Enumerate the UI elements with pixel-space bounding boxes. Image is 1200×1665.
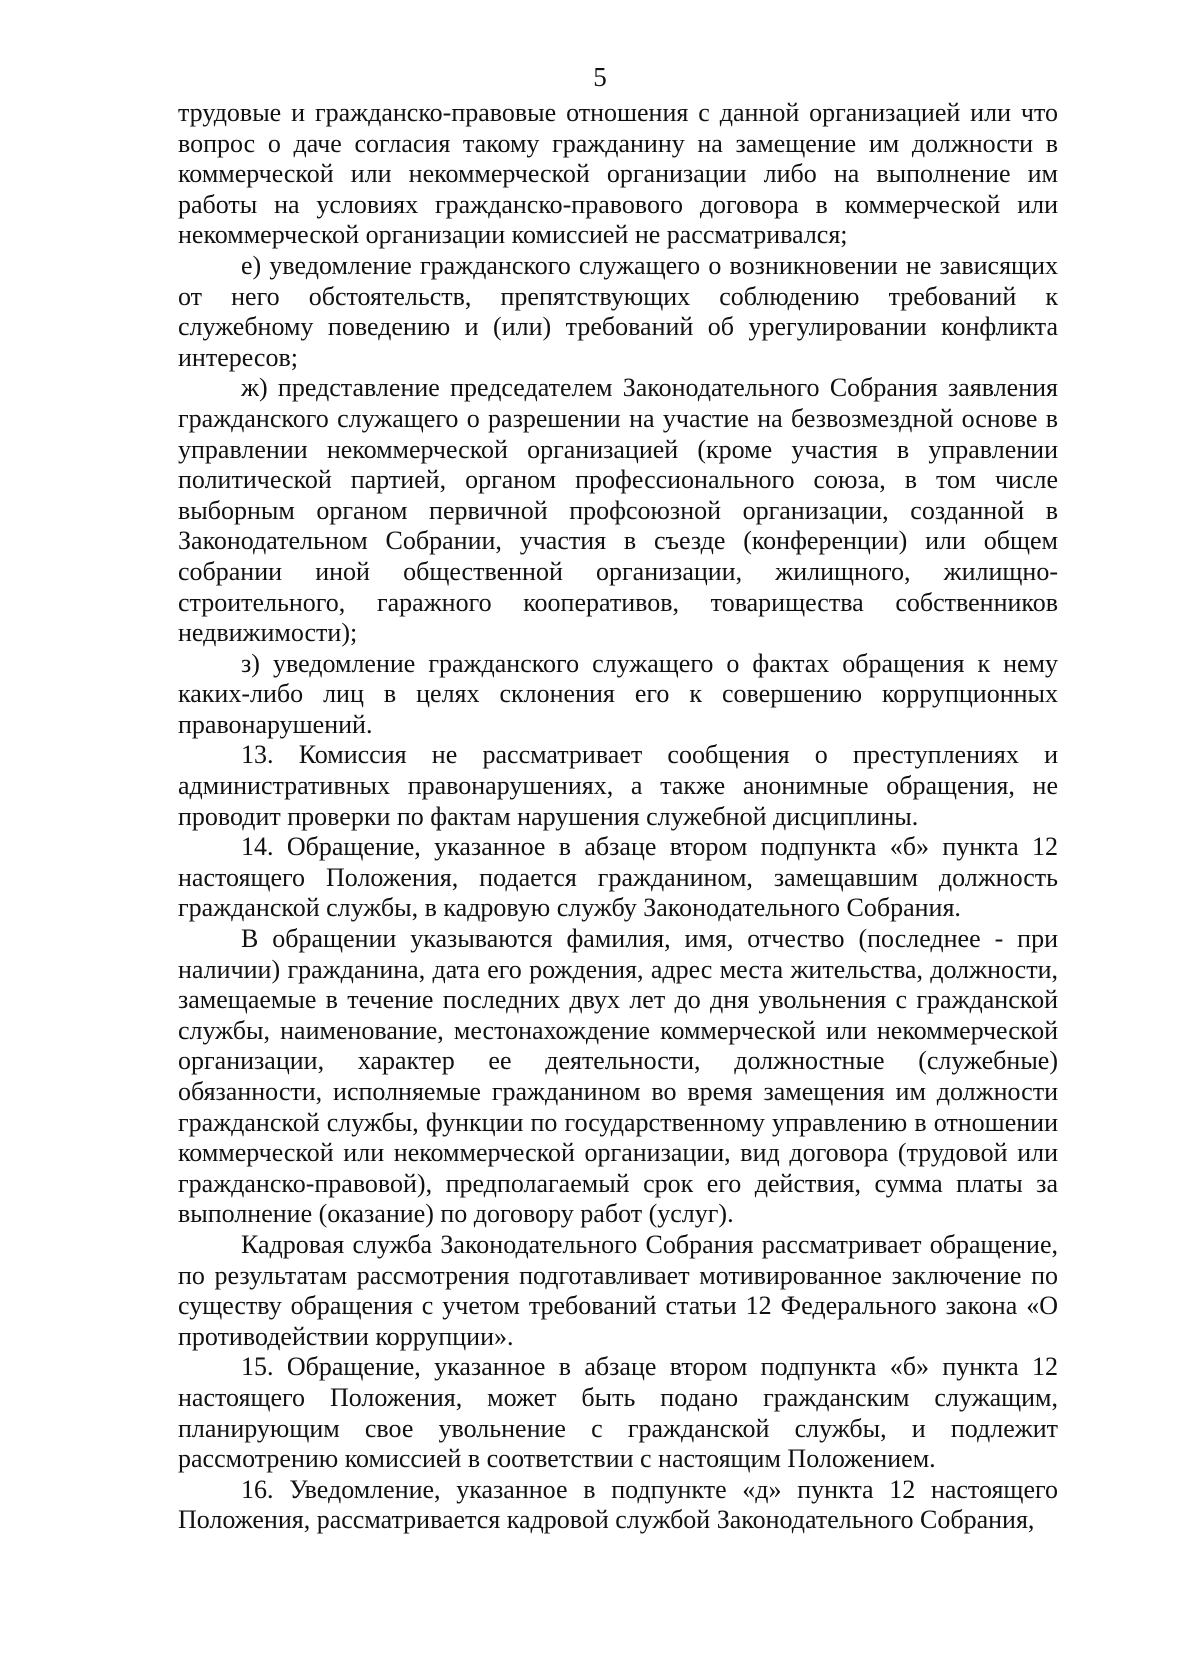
paragraph-appeal-contents: В обращении указываются фамилия, имя, отчество (последнее - при наличии) гражданина, дата его рождения, адрес места жительства, должности, замещаемые в течение последних двух лет до дня увольнения с гражданской службы, наименование, местонахождение коммерческой или некоммерческой организации, характер ее деятельности, должностные (служебные) обязанности, исполняемые гражданином во время замещения им должности гражданской службы, функции по государственному управлению в отношении коммерческой или некоммерческой организации, вид договора (трудовой или гражданско-правовой), предполагаемый срок его действия, сумма платы за выполнение (оказание) по договору работ (услуг).: [178, 924, 1058, 1229]
page-number: 5: [593, 62, 607, 92]
paragraph-item-14: 14. Обращение, указанное в абзаце втором подпункта «б» пункта 12 настоящего Положения, подается гражданином, замещавшим должность гражданской службы, в кадровую службу Законодательного Собрания.: [178, 832, 1058, 923]
paragraph-item-16: 16. Уведомление, указанное в подпункте «д» пункта 12 настоящего Положения, рассматривается кадровой службой Законодательного Собрания,: [178, 1474, 1058, 1535]
paragraph-item-13: 13. Комиссия не рассматривает сообщения о преступлениях и административных правонарушениях, а также анонимные обращения, не проводит проверки по фактам нарушения служебной дисциплины.: [178, 740, 1058, 831]
document-body: [178, 98, 1058, 1536]
paragraph-hr-review: Кадровая служба Законодательного Собрания рассматривает обращение, по результатам рассмотрения подготавливает мотивированное заключение по существу обращения с учетом требований статьи 12 Федерального закона «О противодействии коррупции».: [178, 1229, 1058, 1351]
paragraph-subitem-zh: ж) представление председателем Законодательного Собрания заявления гражданского служащего о разрешении на участие на безвозмездной основе в управлении некоммерческой организацией (кроме участия в управлении политической партией, органом профессионального союза, в том числе выборным органом первичной профсоюзной организации, созданной в Законодательном Собрании, участия в съезде (конференции) или общем собрании иной общественной организации, жилищного, жилищно-строительного, гаражного кооперативов, товарищества собственников недвижимости);: [178, 373, 1058, 648]
paragraph-item-15: 15. Обращение, указанное в абзаце втором подпункта «б» пункта 12 настоящего Положения, может быть подано гражданским служащим, планирующим свое увольнение с гражданской службы, и подлежит рассмотрению комиссией в соответствии с настоящим Положением.: [178, 1352, 1058, 1474]
paragraph-continuation: трудовые и гражданско-правовые отношения с данной организацией или что вопрос о даче согласия такому гражданину на замещение им должности в коммерческой или некоммерческой организации либо на выполнение им работы на условиях гражданско-правового договора в коммерческой или некоммерческой организации комиссией не рассматривался;: [178, 98, 1058, 250]
paragraph-subitem-e: е) уведомление гражданского служащего о возникновении не зависящих от него обстоятельств, препятствующих соблюдению требований к служебному поведению и (или) требований об урегулировании конфликта интересов;: [178, 250, 1058, 372]
paragraph-subitem-z: з) уведомление гражданского служащего о фактах обращения к нему каких-либо лиц в целях склонения его к совершению коррупционных правонарушений.: [178, 648, 1058, 739]
